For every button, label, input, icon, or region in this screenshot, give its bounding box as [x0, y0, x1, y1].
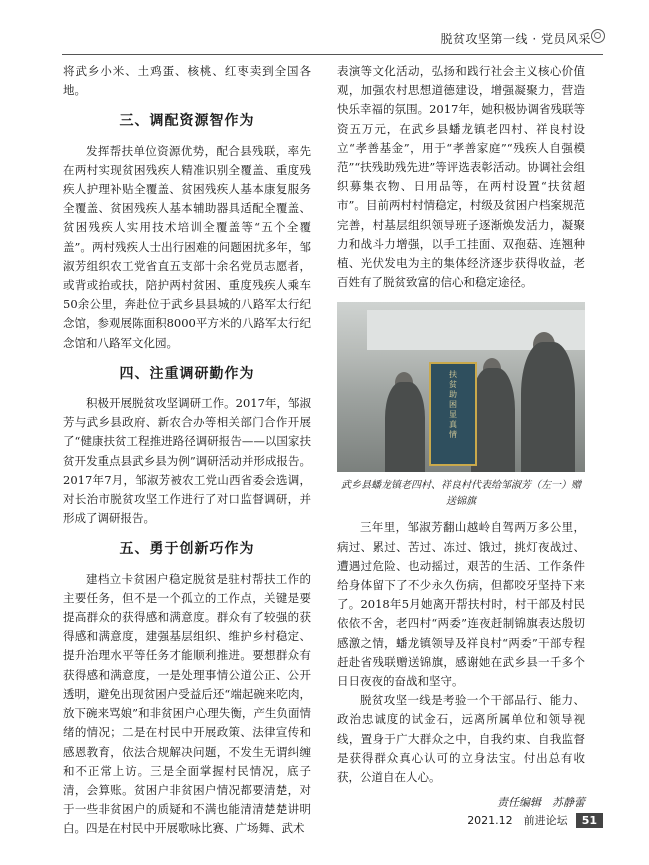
right-column — [337, 62, 585, 812]
section-logo-icon — [591, 29, 605, 43]
left-column — [63, 62, 311, 839]
issue-label: 2021.12 前进论坛 — [467, 814, 568, 827]
paragraph: 发挥帮扶单位资源优势，配合县残联，率先在两村实现贫困残疾人精准识别全覆盖、重度残疾人护理补贴全覆盖、贫困残疾人基本康复服务全覆盖、贫困残疾人基本辅助器具适配全覆盖、贫困残疾人实用技术培训全覆盖等“五个全覆盖”。两村残疾人士出行困难的问题困扰多年，邹淑芳组织农工党省直五支部十余名党员志愿者，或背或抬或扶，陪护两村贫困、重度残疾人乘车50余公里，奔赴位于武乡县县城的八路军太行纪念馆，参观展陈面积8000平方米的八路军太行纪念馆和八路军文化园。 — [63, 143, 311, 350]
honor-pennant — [429, 362, 477, 466]
page-number: 51 — [576, 813, 603, 828]
editor-credit: 责任编辑 苏静蕾 — [497, 796, 585, 810]
section-heading-4: 四、注重调研勤作为 — [119, 365, 255, 382]
page-header — [0, 0, 649, 58]
header-rule — [62, 54, 603, 55]
paragraph: 三年里，邹淑芳翻山越岭自驾两万多公里，病过、累过、苦过、冻过、饿过，挑灯夜战过、遭遇过危险、也动摇过，艰苦的生活、工作条件给身体留下了不少永久伤病，但都咬牙坚持下来了。2018年5月她离开帮扶村时，村干部及村民依依不舍，老四村“两委”连夜赶制锦旗表达殷切感激之情，蟠龙镇领导及祥良村“两委”干部专程赶赴省残联赠送锦旗，感谢她在武乡县一千多个日日夜夜的奋战和坚守。 — [337, 520, 585, 689]
page-footer — [467, 812, 603, 828]
photo-person — [521, 342, 575, 472]
photo-person — [385, 382, 425, 472]
news-photo — [337, 302, 585, 472]
section-heading-5: 五、勇于创新巧作为 — [119, 541, 255, 558]
paragraph: 积极开展脱贫攻坚调研工作。2017年，邹淑芳与武乡县政府、新农合办等相关部门合作开展了“健康扶贫工程推进路径调研报告——以国家扶贫开发重点县武乡县为例”调研活动并形成报告。2017年7月，邹淑芳被农工党山西省委会选调，对长治市脱贫攻坚工作进行了对口监督调研，并形成了调研报告。 — [63, 396, 311, 526]
paragraph: 将武乡小米、土鸡蛋、核桃、红枣卖到全国各地。 — [63, 64, 311, 98]
section-heading-3: 三、调配资源智作为 — [119, 113, 255, 130]
header-section-title: 脱贫攻坚第一线 · 党员风采 — [440, 32, 591, 46]
pennant-text: 扶贫助困显真情 — [449, 370, 457, 440]
photo-caption: 武乡县蟠龙镇老四村、祥良村代表给邹淑芳（左一）赠送锦旗 — [341, 480, 581, 508]
paragraph: 建档立卡贫困户稳定脱贫是驻村帮扶工作的主要任务，但不是一个孤立的工作点，关键是要提高群众的获得感和满意度。群众有了较强的获得感和满意度，建强基层组织、维护乡村稳定、提升治理水平等任务才能顺利推进。要想群众有获得感和满意度，一是处理事情公道公正、公开透明，避免出现贫困户受益后还“端起碗来吃肉，放下碗来骂娘”和非贫困户心理失衡，产生负面情绪的情况；二是在村民中开展政策、法律宣传和感恩教育，依法合规解决问题，不发生无谓纠缠和不正常上访。三是全面掌握村民情况，底子清，会算账。贫困户非贫困户情况都要清楚，对于一些非贫困户的质疑和不满也能清清楚楚讲明白。四是在村民中开展歌咏比赛、广场舞、武术 — [63, 571, 311, 836]
photo-person — [471, 368, 515, 472]
paragraph: 脱贫攻坚一线是考验一个干部品行、能力、政治忠诚度的试金石，远离所属单位和领导视线，置身于广大群众之中，自我约束、自我监督是获得群众真心认可的立身法宝。付出总有收获，公道自在人心。 — [337, 693, 585, 785]
paragraph: 表演等文化活动，弘扬和践行社会主义核心价值观，加强农村思想道德建设，增强凝聚力，营造快乐幸福的氛围。2017年，她积极协调省残联等资五万元，在武乡县蟠龙镇老四村、祥良村设立“孝善基金”，用于“孝善家庭”“残疾人自强模范”“扶残助残先进”等评选表彰活动。协调社会组织募集衣物、日用品等，在两村设置“扶贫超市”。目前两村村情稳定，村级及贫困户档案规范完善，村基层组织领导班子逐渐焕发活力，凝聚力和战斗力增强，以手工挂面、双孢菇、连翘种植、光伏发电为主的集体经济逐步获得收益，老百姓有了脱贫致富的信心和稳定途径。 — [337, 64, 586, 290]
